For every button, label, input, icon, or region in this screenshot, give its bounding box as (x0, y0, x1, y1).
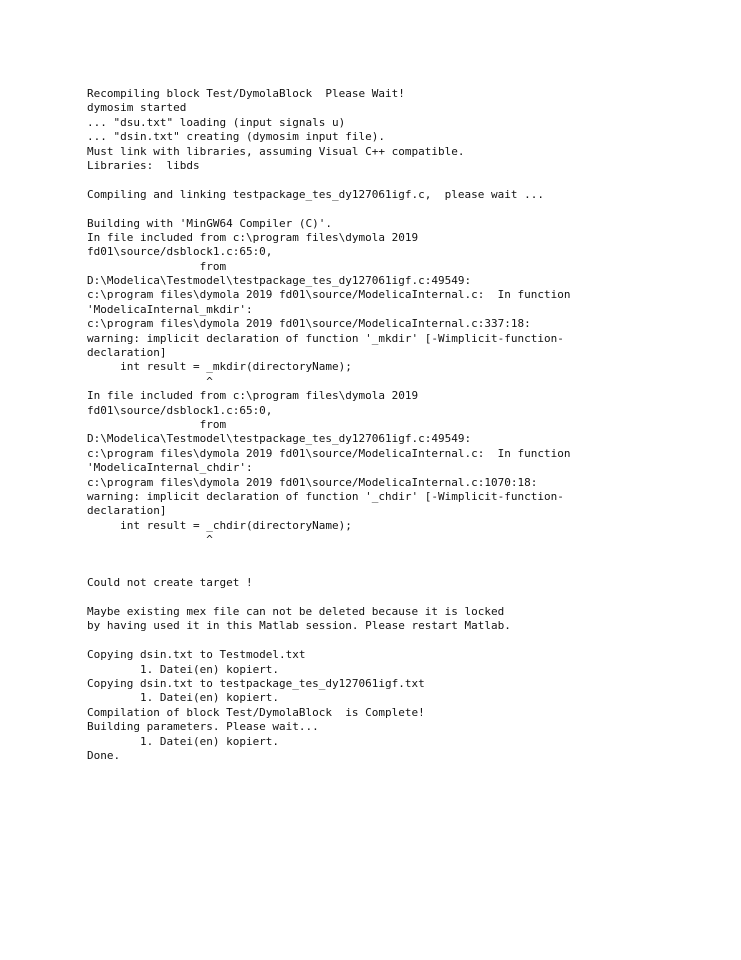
log-line: c:\program files\dymola 2019 fd01\source/ModelicaInternal.c:337:18: (87, 317, 531, 331)
log-line: 1. Datei(en) kopiert. (87, 662, 280, 676)
log-line: D:\Modelica\Testmodel\testpackage_tes_dy127061igf.c:49549: (87, 432, 472, 446)
log-line: Maybe existing mex file can not be deleted because it is locked (87, 605, 505, 619)
log-line: c:\program files\dymola 2019 fd01\source/ModelicaInternal.c: In function (87, 288, 571, 302)
log-line: ... "dsin.txt" creating (dymosim input file). (87, 130, 386, 144)
log-line: Building parameters. Please wait... (87, 720, 319, 734)
log-line (87, 202, 727, 216)
log-line: int result = _chdir(directoryName); (87, 518, 352, 532)
log-line: Compiling and linking testpackage_tes_dy127061igf.c, please wait ... (87, 187, 544, 201)
log-line: Libraries: libds (87, 158, 200, 172)
log-line: In file included from c:\program files\dymola 2019 (87, 389, 419, 403)
log-line: Must link with libraries, assuming Visual C++ compatible. (87, 144, 465, 158)
log-line: from (87, 417, 227, 431)
log-line: ... "dsu.txt" loading (input signals u) (87, 115, 346, 129)
log-line: int result = _mkdir(directoryName); (87, 360, 352, 374)
log-line: declaration] (87, 504, 167, 518)
log-line: dymosim started (87, 101, 187, 115)
log-line: Copying dsin.txt to testpackage_tes_dy127061igf.txt (87, 677, 425, 691)
log-line (87, 173, 727, 187)
log-line: c:\program files\dymola 2019 fd01\source/ModelicaInternal.c: In function (87, 446, 571, 460)
log-line: Done. (87, 748, 121, 762)
log-line: Recompiling block Test/DymolaBlock Please Wait! (87, 87, 405, 100)
log-line: ^ (87, 533, 213, 547)
log-line: c:\program files\dymola 2019 fd01\source/ModelicaInternal.c:1070:18: (87, 475, 538, 489)
log-line: 1. Datei(en) kopiert. (87, 691, 280, 705)
log-line: ^ (87, 374, 213, 388)
log-line: Building with 'MinGW64 Compiler (C)'. (87, 216, 333, 230)
log-line (87, 591, 727, 605)
log-line: In file included from c:\program files\dymola 2019 (87, 230, 419, 244)
log-line: fd01\source/dsblock1.c:65:0, (87, 245, 273, 259)
log-line: 1. Datei(en) kopiert. (87, 734, 280, 748)
log-line: by having used it in this Matlab session. Please restart Matlab. (87, 619, 511, 633)
log-line: declaration] (87, 346, 167, 360)
log-line (87, 634, 727, 648)
log-line: 'ModelicaInternal_mkdir': (87, 302, 253, 316)
log-line: fd01\source/dsblock1.c:65:0, (87, 403, 273, 417)
log-line: Could not create target ! (87, 576, 253, 590)
log-line: warning: implicit declaration of function '_mkdir' [-Wimplicit-function- (87, 331, 564, 345)
compile-log (87, 87, 727, 763)
log-line: warning: implicit declaration of function '_chdir' [-Wimplicit-function- (87, 489, 564, 503)
log-line: from (87, 259, 227, 273)
log-line: 'ModelicaInternal_chdir': (87, 461, 253, 475)
log-line: Compilation of block Test/DymolaBlock is Complete! (87, 705, 425, 719)
log-line: D:\Modelica\Testmodel\testpackage_tes_dy127061igf.c:49549: (87, 274, 472, 288)
log-line: Copying dsin.txt to Testmodel.txt (87, 648, 306, 662)
log-line (87, 562, 727, 576)
log-line (87, 548, 727, 562)
